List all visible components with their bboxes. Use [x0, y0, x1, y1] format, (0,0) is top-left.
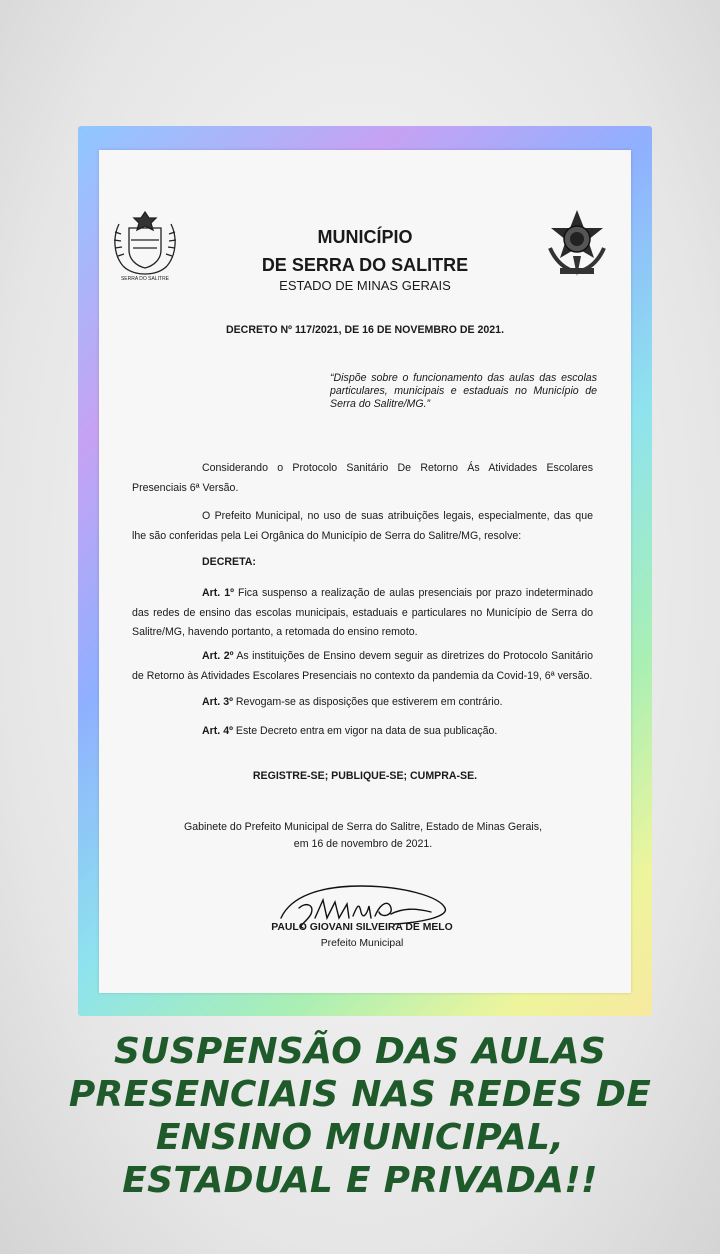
signatory-role: Prefeito Municipal	[320, 938, 404, 949]
article-3	[202, 693, 602, 713]
article-3-text: Revogam-se as disposições que estiverem em contrário.	[232, 696, 503, 708]
decreta-heading: DECRETA:	[202, 556, 256, 568]
decree-ementa: “Dispõe sobre o funcionamento das aulas das escolas particulares, municipais e estaduais no Município de Serra do Salitre/MG.”	[330, 372, 597, 410]
place-line-1: Gabinete do Prefeito Municipal de Serra do Salitre, Estado de Minas Gerais,	[183, 821, 543, 833]
article-4-text: Este Decreto entra em vigor na data de sua publicação.	[232, 725, 498, 737]
decree-document	[99, 150, 631, 993]
article-1-text: Fica suspenso a realização de aulas presenciais por prazo indeterminado das redes de ensino das escolas municipais, estaduais e particulares no Município de Serra do Salitre/MG, havendo portanto, a retomada do ensino remoto.	[132, 587, 593, 638]
considerando-paragraph: Considerando o Protocolo Sanitário De Retorno Ás Atividades Escolares Presenciais 6ª Versão.	[132, 462, 593, 494]
article-2-text: As instituições de Ensino devem seguir as diretrizes do Protocolo Sanitário de Retorno às Atividades Escolares Presenciais no contexto da pandemia da Covid-19, 6ª versão.	[132, 650, 593, 682]
article-1	[132, 584, 593, 643]
headline-line-1: SUSPENSÃO DAS AULAS	[113, 1031, 607, 1072]
headline-line-2: PRESENCIAIS NAS REDES DE	[68, 1074, 652, 1115]
headline-line-4: ESTADUAL E PRIVADA!!	[122, 1160, 598, 1201]
headline-line-3: ENSINO MUNICIPAL,	[155, 1117, 565, 1158]
municipality-title: MUNICÍPIO	[317, 227, 413, 247]
place-line-2: em 16 de novembro de 2021.	[293, 838, 433, 850]
article-2-label: Art. 2º	[202, 650, 234, 662]
svg-text:SERRA DO SALITRE: SERRA DO SALITRE	[120, 276, 170, 282]
decree-number: DECRETO Nº 117/2021, DE 16 DE NOVEMBRO DE 2021.	[225, 324, 505, 336]
closing-formula: REGISTRE-SE; PUBLIQUE-SE; CUMPRA-SE.	[252, 770, 478, 782]
municipality-name: DE SERRA DO SALITRE	[261, 255, 469, 275]
article-4	[202, 722, 602, 742]
headline-banner	[0, 1030, 720, 1202]
article-1-label: Art. 1º	[202, 587, 234, 599]
article-4-label: Art. 4º	[202, 725, 233, 737]
state-subtitle: ESTADO DE MINAS GERAIS	[279, 278, 451, 293]
signatory-name: PAULO GIOVANI SILVEIRA DE MELO	[271, 922, 453, 933]
preamble-paragraph: O Prefeito Municipal, no uso de suas atribuições legais, especialmente, das que lhe são conferidas pela Lei Orgânica do Município de Serra do Salitre/MG, resolve:	[132, 510, 593, 542]
article-2	[132, 647, 593, 686]
article-3-label: Art. 3º	[202, 696, 233, 708]
